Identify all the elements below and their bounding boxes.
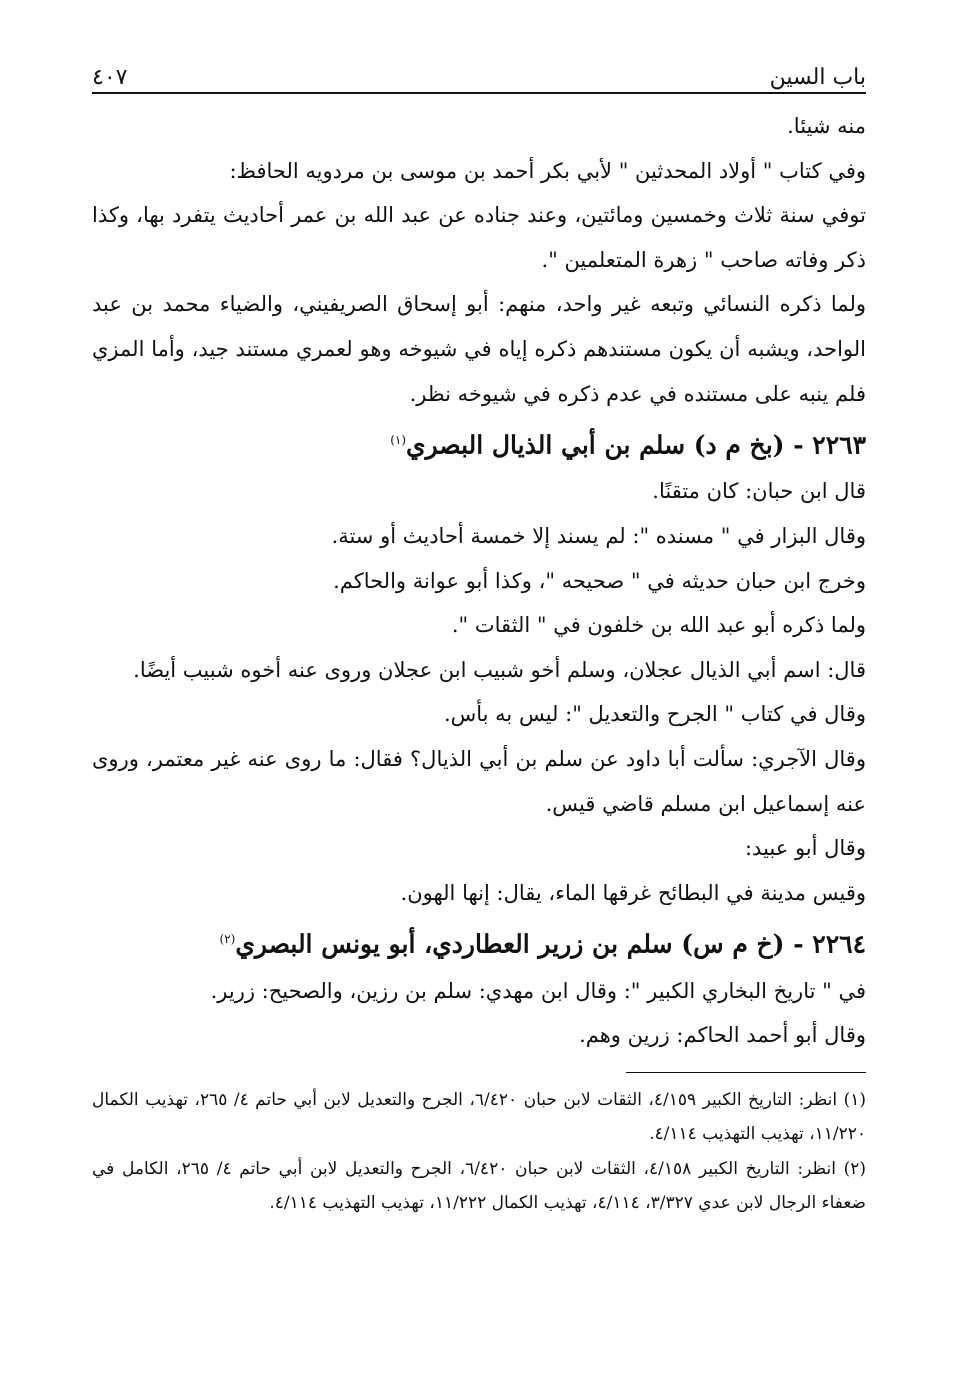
main-text [92,104,866,1058]
paragraph: قال: اسم أبي الذيال عجلان، وسلم أخو شبيب ابن عجلان وروى عنه أخوه شبيب أيضًا. [133,657,866,682]
footnote: (١) انظر: التاريخ الكبير ٤/١٥٩، الثقات لابن حبان ٦/٤٢٠، الجرح والتعديل لابن أبي حاتم ٤/ ٢٦٥، تهذيب الكمال ١١/٢٢٠، تهذيب التهذيب ٤/١١٤. [92,1089,866,1145]
paragraph: وقال الآجري: سألت أبا داود عن سلم بن أبي الذيال؟ فقال: ما روى عنه غير معتمر، وروى عنه إسماعيل ابن مسلم قاضي قيس. [92,747,866,816]
paragraph: ولما ذكره النسائي وتبعه غير واحد، منهم: أبو إسحاق الصريفيني، والضياء محمد بن عبد الواحد، ويشبه أن يكون مستندهم ذكره إياه في شيوخه وهو لعمري مستند جيد، وأما المزي فلم ينبه على مستنده في عدم ذكره في شيوخه نظر. [92,292,866,406]
footnote: (٢) انظر: التاريخ الكبير ٤/١٥٨، الثقات لابن حبان ٦/٤٢٠، الجرح والتعديل لابن أبي حاتم ٤/ ٢٦٥، الكامل في ضعفاء الرجال لابن عدي ٣/٣٢٧، ٤/١١٤، تهذيب الكمال ١١/٢٢٢، تهذيب التهذيب ٤/١١٤. [92,1158,867,1214]
entry-title: ٢٢٦٣ - (بخ م د) سلم بن أبي الذيال البصري [406,430,866,460]
book-page [92,52,866,1352]
paragraph: توفي سنة ثلاث وخمسين ومائتين، وعند جناده عن عبد الله بن عمر أحاديث يتفرد بها، وكذا ذكر وفاته صاحب " زهرة المتعلمين ". [92,203,866,272]
paragraph: وقال أبو عبيد: [744,836,866,861]
paragraph: وقال أبو أحمد الحاكم: زرين وهم. [579,1023,866,1048]
entry-heading-2264 [92,915,866,968]
paragraph: وفي كتاب " أولاد المحدثين " لأبي بكر أحمد بن موسى بن مردويه الحافظ: [229,158,866,183]
paragraph: وقال في كتاب " الجرح والتعديل ": ليس به بأس. [443,702,866,727]
page-number: ٤٠٧ [92,65,128,90]
paragraph: وقال البزار في " مسنده ": لم يسند إلا خمسة أحاديث أو ستة. [331,524,866,549]
footnote-separator [626,1072,866,1073]
paragraph: وقيس مدينة في البطائح غرقها الماء، يقال: إنها الهون. [400,880,866,905]
paragraph: منه شيئا. [787,114,866,138]
footnotes [92,1083,866,1221]
entry-heading-2263 [92,416,866,469]
paragraph: ولما ذكره أبو عبد الله بن خلفون في " الثقات ". [451,613,866,638]
footnote-marker: (١) [390,433,407,448]
paragraph: في " تاريخ البخاري الكبير ": وقال ابن مهدي: سلم بن رزين، والصحيح: زرير. [210,978,866,1003]
page-header [92,52,866,94]
paragraph: قال ابن حبان: كان متقنًا. [652,479,866,504]
entry-title: ٢٢٦٤ - (خ م س) سلم بن زرير العطاردي، أبو يونس البصري [235,929,866,959]
chapter-title: باب السين [769,65,866,90]
paragraph: وخرج ابن حبان حديثه في " صحيحه "، وكذا أبو عوانة والحاكم. [333,568,866,593]
footnote-marker: (٢) [219,932,236,947]
